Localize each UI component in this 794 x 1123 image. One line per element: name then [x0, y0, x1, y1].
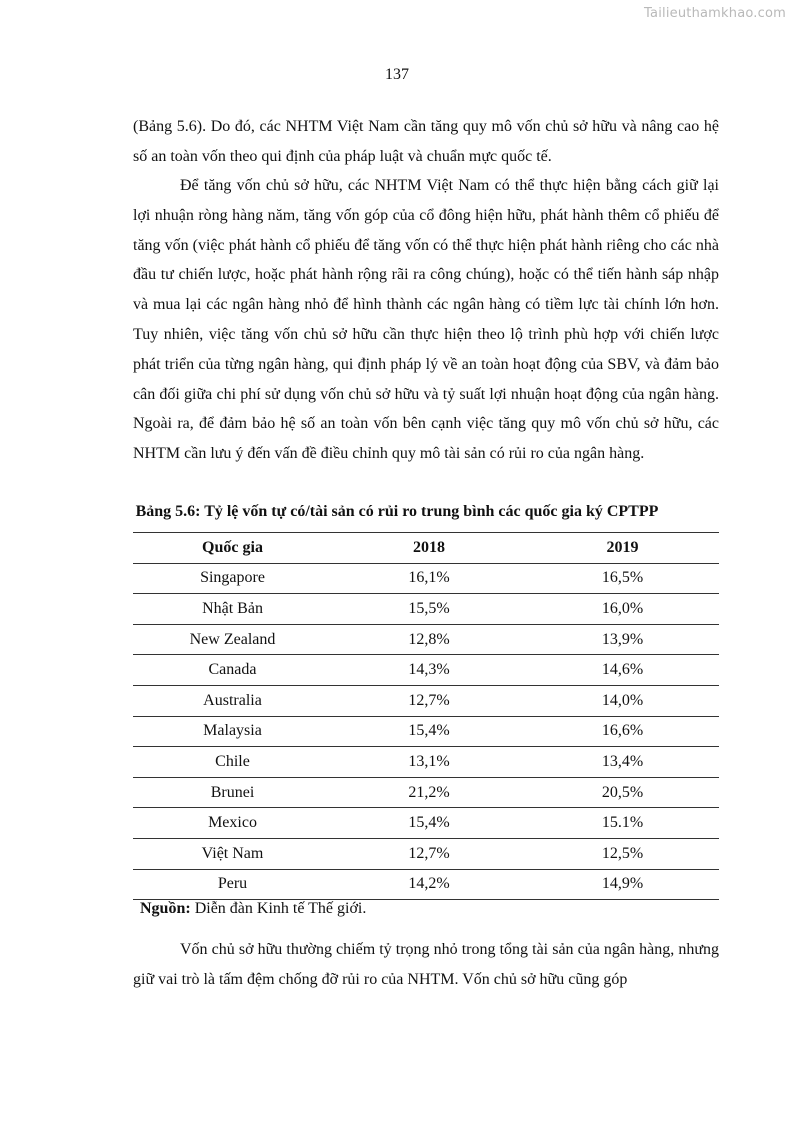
- cell-2018: 12,8%: [332, 624, 526, 655]
- cell-country: New Zealand: [133, 624, 332, 655]
- page-number: 137: [385, 66, 409, 83]
- paragraph-equity-role: Vốn chủ sở hữu thường chiếm tỷ trọng nhỏ trong tổng tài sản của ngân hàng, nhưng giữ vai trò là tấm đệm chống đỡ rủi ro của NHTM. Vốn chủ sở hữu cũng góp: [133, 941, 719, 988]
- cell-country: Malaysia: [133, 716, 332, 747]
- cell-country: Nhật Bản: [133, 594, 332, 625]
- cell-2018: 16,1%: [332, 563, 526, 594]
- cell-2019: 16,5%: [526, 563, 719, 594]
- cell-country: Singapore: [133, 563, 332, 594]
- cell-2018: 15,4%: [332, 808, 526, 839]
- cell-2019: 14,9%: [526, 869, 719, 900]
- table-row: [133, 685, 719, 716]
- table-row: [133, 777, 719, 808]
- cell-2018: 15,4%: [332, 716, 526, 747]
- cell-country: Chile: [133, 747, 332, 778]
- source-label: Nguồn:: [140, 900, 191, 917]
- cell-2018: 14,2%: [332, 869, 526, 900]
- paragraph-capital-increase: Để tăng vốn chủ sở hữu, các NHTM Việt Nam có thể thực hiện bằng cách giữ lại lợi nhuận ròng hàng năm, tăng vốn góp của cổ đông hiện hữu, phát hành thêm cổ phiếu để tăng vốn (việc phát hành cổ phiếu để tăng vốn có thể thực hiện phát hành riêng cho các nhà đầu tư chiến lược, hoặc phát hành rộng rãi ra công chúng), hoặc có thể tiến hành sáp nhập và mua lại các ngân hàng nhỏ để hình thành các ngân hàng có tiềm lực tài chính lớn hơn. Tuy nhiên, việc tăng vốn chủ sở hữu cần thực hiện theo lộ trình phù hợp với chiến lược phát triển của từng ngân hàng, qui định pháp lý về an toàn hoạt động của SBV, và đảm bảo cân đối giữa chi phí sử dụng vốn chủ sở hữu và tỷ suất lợi nhuận hoạt động của ngân hàng. Ngoài ra, để đảm bảo hệ số an toàn vốn bên cạnh việc tăng quy mô vốn chủ sở hữu, các NHTM cần lưu ý đến vấn đề điều chỉnh quy mô tài sản có rủi ro của ngân hàng.: [133, 177, 719, 463]
- cell-country: Canada: [133, 655, 332, 686]
- header-2019: 2019: [526, 533, 719, 564]
- table-row: [133, 716, 719, 747]
- cell-2018: 15,5%: [332, 594, 526, 625]
- source-text: Diễn đàn Kinh tế Thế giới.: [190, 900, 367, 917]
- cell-2018: 21,2%: [332, 777, 526, 808]
- cell-2019: 13,4%: [526, 747, 719, 778]
- cell-2019: 16,6%: [526, 716, 719, 747]
- cell-2019: 16,0%: [526, 594, 719, 625]
- paragraph-intro: (Bảng 5.6). Do đó, các NHTM Việt Nam cần tăng quy mô vốn chủ sở hữu và nâng cao hệ số an toàn vốn theo qui định của pháp luật và chuẩn mực quốc tế.: [133, 118, 719, 165]
- table-row: [133, 594, 719, 625]
- table-row: [133, 563, 719, 594]
- cell-2019: 15.1%: [526, 808, 719, 839]
- table-row: [133, 624, 719, 655]
- table-row: [133, 869, 719, 900]
- cell-country: Australia: [133, 685, 332, 716]
- cell-2018: 13,1%: [332, 747, 526, 778]
- table-row: [133, 838, 719, 869]
- cell-2019: 13,9%: [526, 624, 719, 655]
- table-caption: Bảng 5.6: Tỷ lệ vốn tự có/tài sản có rủi ro trung bình các quốc gia ký CPTPP: [135, 503, 659, 520]
- cell-country: Brunei: [133, 777, 332, 808]
- table-row: [133, 747, 719, 778]
- table-row: [133, 808, 719, 839]
- cell-2018: 14,3%: [332, 655, 526, 686]
- cell-2019: 14,0%: [526, 685, 719, 716]
- table-row: [133, 655, 719, 686]
- cell-country: Mexico: [133, 808, 332, 839]
- cell-2018: 12,7%: [332, 838, 526, 869]
- cell-country: Việt Nam: [133, 838, 332, 869]
- capital-ratio-table: [133, 532, 719, 900]
- cell-2018: 12,7%: [332, 685, 526, 716]
- header-country: Quốc gia: [133, 533, 332, 564]
- cell-country: Peru: [133, 869, 332, 900]
- cell-2019: 12,5%: [526, 838, 719, 869]
- cell-2019: 20,5%: [526, 777, 719, 808]
- table-source: [140, 900, 366, 918]
- cell-2019: 14,6%: [526, 655, 719, 686]
- watermark: Tailieuthamkhao.com: [644, 6, 786, 21]
- header-2018: 2018: [332, 533, 526, 564]
- table-header-row: [133, 533, 719, 564]
